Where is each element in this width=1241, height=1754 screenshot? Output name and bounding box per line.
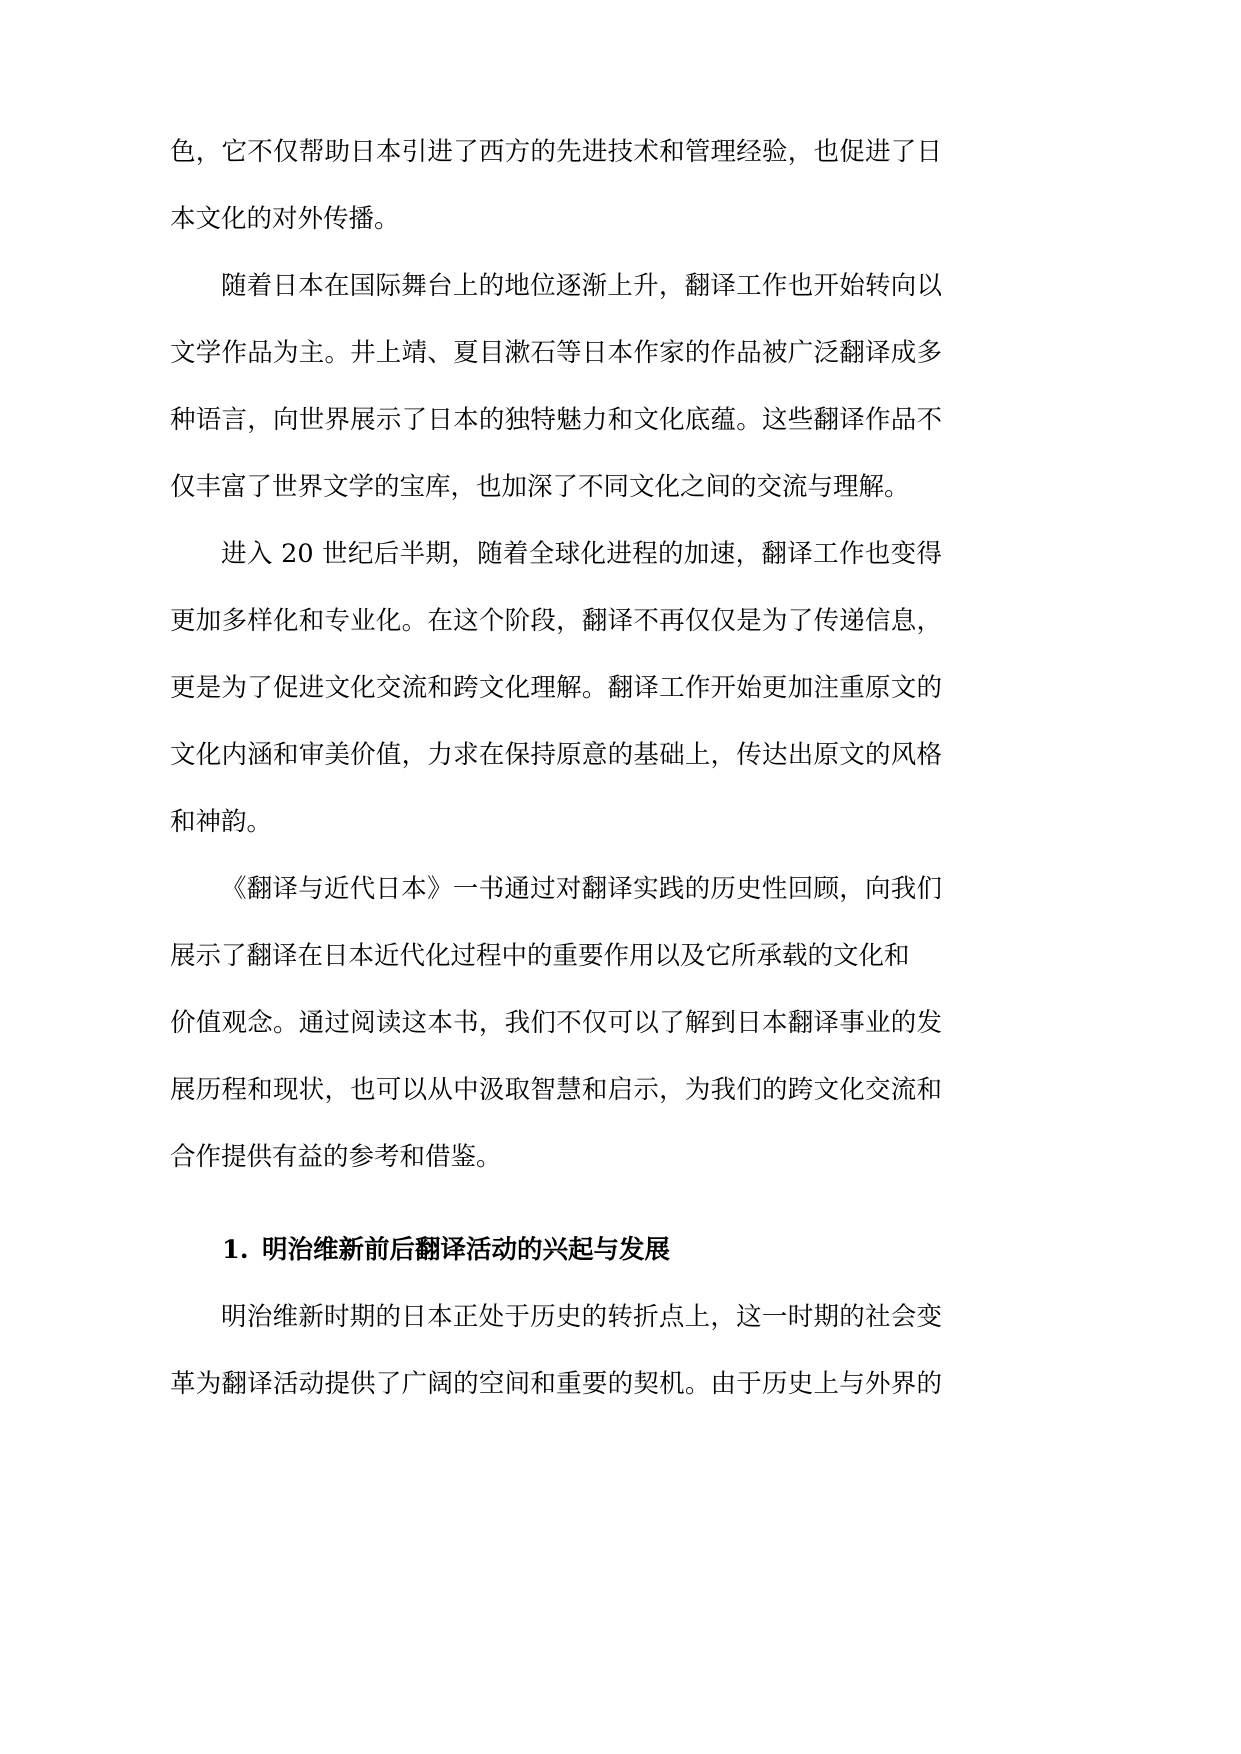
text-line: 明治维新时期的日本正处于历史的转折点上，这一时期的社会变: [221, 1302, 942, 1332]
text-line: 色，它不仅帮助日本引进了西方的先进技术和管理经验，也促进了日: [170, 137, 942, 167]
text-line: 和神韵。: [170, 807, 273, 837]
text-line: 随着日本在国际舞台上的地位逐渐上升，翻译工作也开始转向以: [221, 271, 942, 301]
text-line: 展示了翻译在日本近代化过程中的重要作用以及它所承载的文化和: [170, 941, 910, 971]
text-line: 种语言，向世界展示了日本的独特魅力和文化底蕴。这些翻译作品不: [170, 405, 942, 435]
paragraph: [170, 856, 942, 1191]
text-line: 本文化的对外传播。: [170, 204, 400, 234]
text-line: 文化内涵和审美价值，力求在保持原意的基础上，传达出原文的风格: [170, 740, 942, 770]
text-line: 合作提供有益的参考和借鉴。: [170, 1142, 502, 1172]
text-line: 更是为了促进文化交流和跨文化理解。翻译工作开始更加注重原文的: [170, 673, 942, 703]
text-line: 仅丰富了世界文学的宝库，也加深了不同文化之间的交流与理解。: [170, 472, 910, 502]
paragraph: [170, 119, 942, 253]
text-line: 价值观念。通过阅读这本书，我们不仅可以了解到日本翻译事业的发: [170, 1008, 942, 1038]
text-line: 革为翻译活动提供了广阔的空间和重要的契机。由于历史上与外界的: [170, 1369, 942, 1399]
section-heading: [170, 1217, 942, 1284]
paragraph: [170, 521, 942, 856]
text-line: 展历程和现状，也可以从中汲取智慧和启示，为我们的跨文化交流和: [170, 1075, 942, 1105]
document-page: [170, 119, 942, 1418]
paragraph: [170, 253, 942, 521]
section-number: 1.: [222, 1235, 249, 1265]
paragraph: [170, 1284, 942, 1418]
text-line: 进入 20 世纪后半期，随着全球化进程的加速，翻译工作也变得: [221, 539, 942, 569]
text-line: 文学作品为主。井上靖、夏目漱石等日本作家的作品被广泛翻译成多: [170, 338, 942, 368]
text-line: 《翻译与近代日本》一书通过对翻译实践的历史性回顾，向我们: [221, 874, 942, 904]
text-line: 更加多样化和专业化。在这个阶段，翻译不再仅仅是为了传递信息，: [170, 606, 942, 636]
section-title: 明治维新前后翻译活动的兴起与发展: [262, 1235, 671, 1265]
